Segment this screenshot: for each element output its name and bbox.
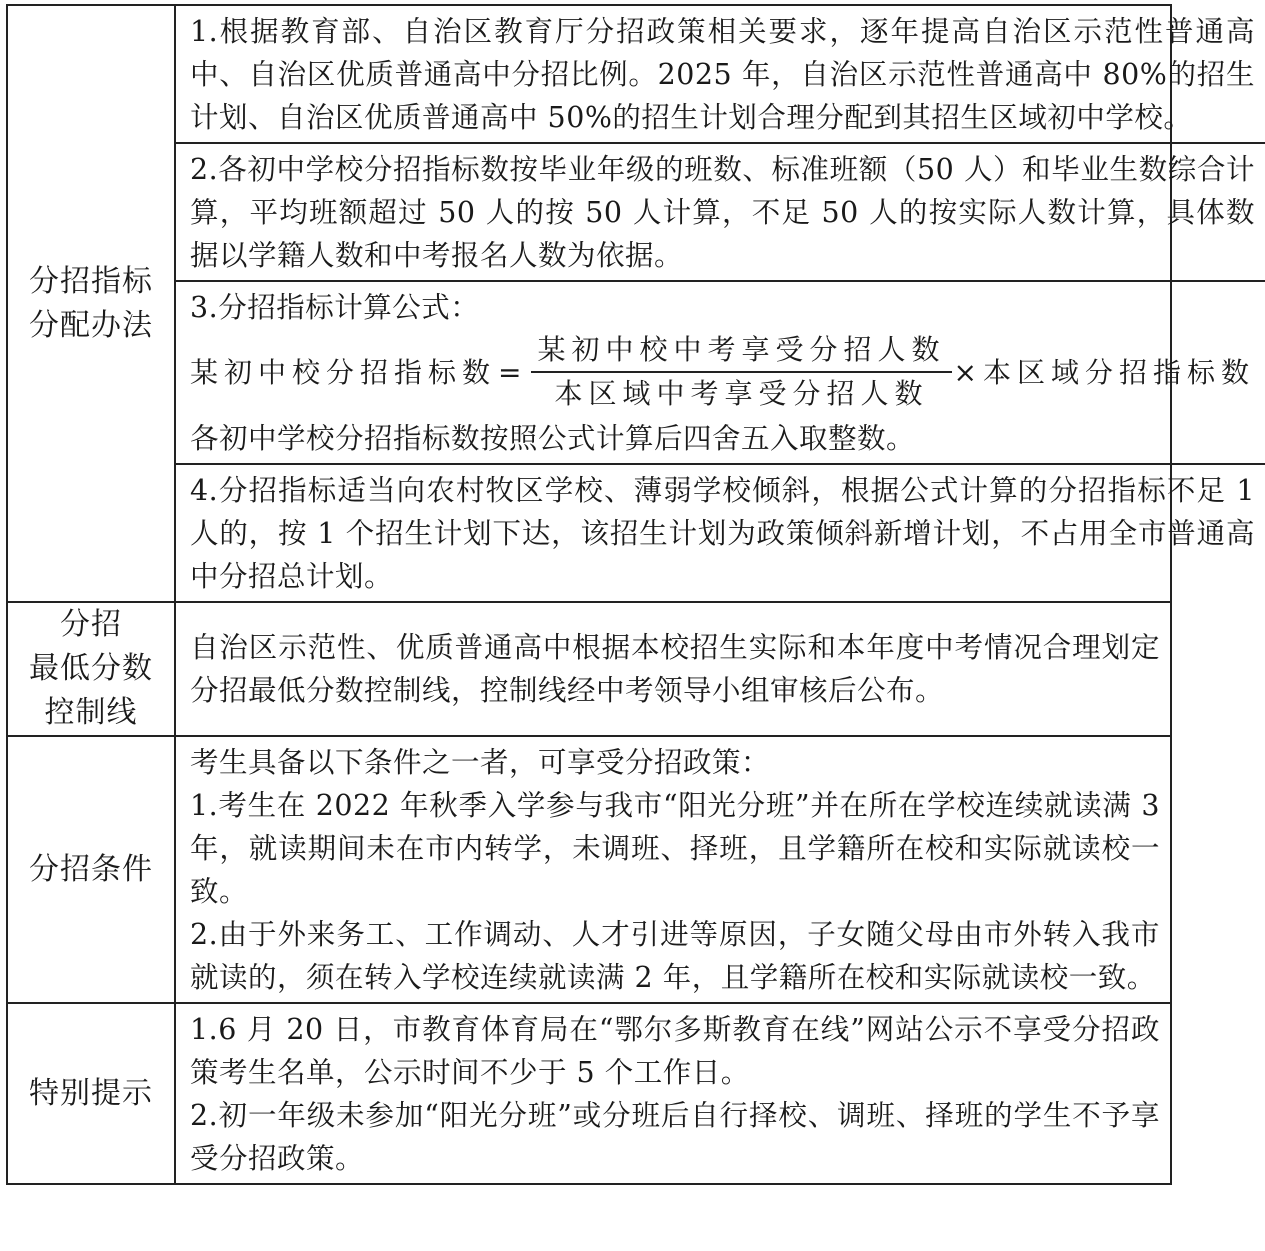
row-label-line: 控制线 <box>44 695 138 730</box>
conditions-intro: 考生具备以下条件之一者，可享受分招政策： <box>190 746 771 779</box>
row-content-special-notice <box>176 1004 1170 1183</box>
table-row-min-score <box>8 601 1170 735</box>
row-label-line: 最低分数 <box>29 651 153 686</box>
rule-item-4: 4.分招指标适当向农村牧区学校、薄弱学校倾斜，根据公式计算的分招指标不足 1 人的，按 1 个招生计划下达，该招生计划为政策倾斜新增计划，不占用全市普通高中分招总计划。 <box>190 474 1255 593</box>
row-label-allocation-method <box>8 6 176 601</box>
sub-cell <box>176 1004 1170 1183</box>
table-row-allocation-method <box>8 6 1255 601</box>
row-content-allocation-method <box>176 6 1265 601</box>
formula-rhs: ×本区域分招指标数 <box>953 355 1255 389</box>
sub-cell <box>176 614 1170 724</box>
condition-2: 2.由于外来务工、工作调动、人才引进等原因，子女随父母由市外转入我市就读的，须在转入学校连续就读满 2 年，且学籍所在校和实际就读校一致。 <box>190 918 1160 994</box>
sub-cell <box>176 463 1265 601</box>
formula-lhs: 某初中校分招指标数 <box>190 355 497 389</box>
sub-cell <box>176 737 1170 1002</box>
table-row-conditions <box>8 735 1170 1002</box>
row-label-conditions <box>8 737 176 1002</box>
row-label-special-notice <box>8 1004 176 1183</box>
formula-denominator: 本区域中考享受分招人数 <box>554 377 929 410</box>
condition-1: 1.考生在 2022 年秋季入学参与我市“阳光分班”并在所在学校连续就读满 3 年，就读期间未在市内转学，未调班、择班，且学籍所在校和实际就读校一致。 <box>190 789 1160 908</box>
formula <box>190 331 1255 413</box>
row-content-conditions <box>176 737 1170 1002</box>
row-label-line: 分招条件 <box>29 851 153 887</box>
row-content-min-score <box>176 603 1170 735</box>
rule-item-1: 1.根据教育部、自治区教育厅分招政策相关要求，逐年提高自治区示范性普通高中、自治区优质普通高中分招比例。2025 年，自治区示范性普通高中 80%的招生计划、自治区优质普通高中 50%的招生计划合理分配到其招生区域初中学校。 <box>190 15 1255 134</box>
formula-heading: 3.分招指标计算公式： <box>190 291 480 324</box>
rule-item-2: 2.各初中学校分招指标数按毕业年级的班数、标准班额（50 人）和毕业生数综合计算，平均班额超过 50 人的按 50 人计算，不足 50 人的按实际人数计算，具体数据以学籍人数和中考报名人数为依据。 <box>190 153 1255 272</box>
formula-note: 各初中学校分招指标数按照公式计算后四舍五入取整数。 <box>190 422 916 455</box>
row-label-line: 分招 <box>60 607 122 642</box>
notice-2: 2.初一年级未参加“阳光分班”或分班后自行择校、调班、择班的学生不予享受分招政策。 <box>190 1099 1160 1175</box>
formula-numerator: 某初中校中考享受分招人数 <box>531 331 951 373</box>
table-row-special-notice <box>8 1002 1170 1183</box>
row-label-min-score <box>8 603 176 735</box>
sub-cell-formula <box>176 280 1265 463</box>
row-label-line: 分配办法 <box>29 307 153 343</box>
sub-cell <box>176 142 1265 280</box>
row-label-line: 特别提示 <box>29 1075 153 1111</box>
row-label-line: 分招指标 <box>29 263 153 299</box>
formula-equals: = <box>498 355 528 389</box>
sub-cell <box>176 6 1265 142</box>
min-score-text: 自治区示范性、优质普通高中根据本校招生实际和本年度中考情况合理划定分招最低分数控制线，控制线经中考领导小组审核后公布。 <box>190 631 1160 707</box>
notice-1: 1.6 月 20 日，市教育体育局在“鄂尔多斯教育在线”网站公示不享受分招政策考生名单，公示时间不少于 5 个工作日。 <box>190 1013 1160 1089</box>
formula-fraction <box>531 331 951 413</box>
policy-table <box>6 4 1255 1185</box>
